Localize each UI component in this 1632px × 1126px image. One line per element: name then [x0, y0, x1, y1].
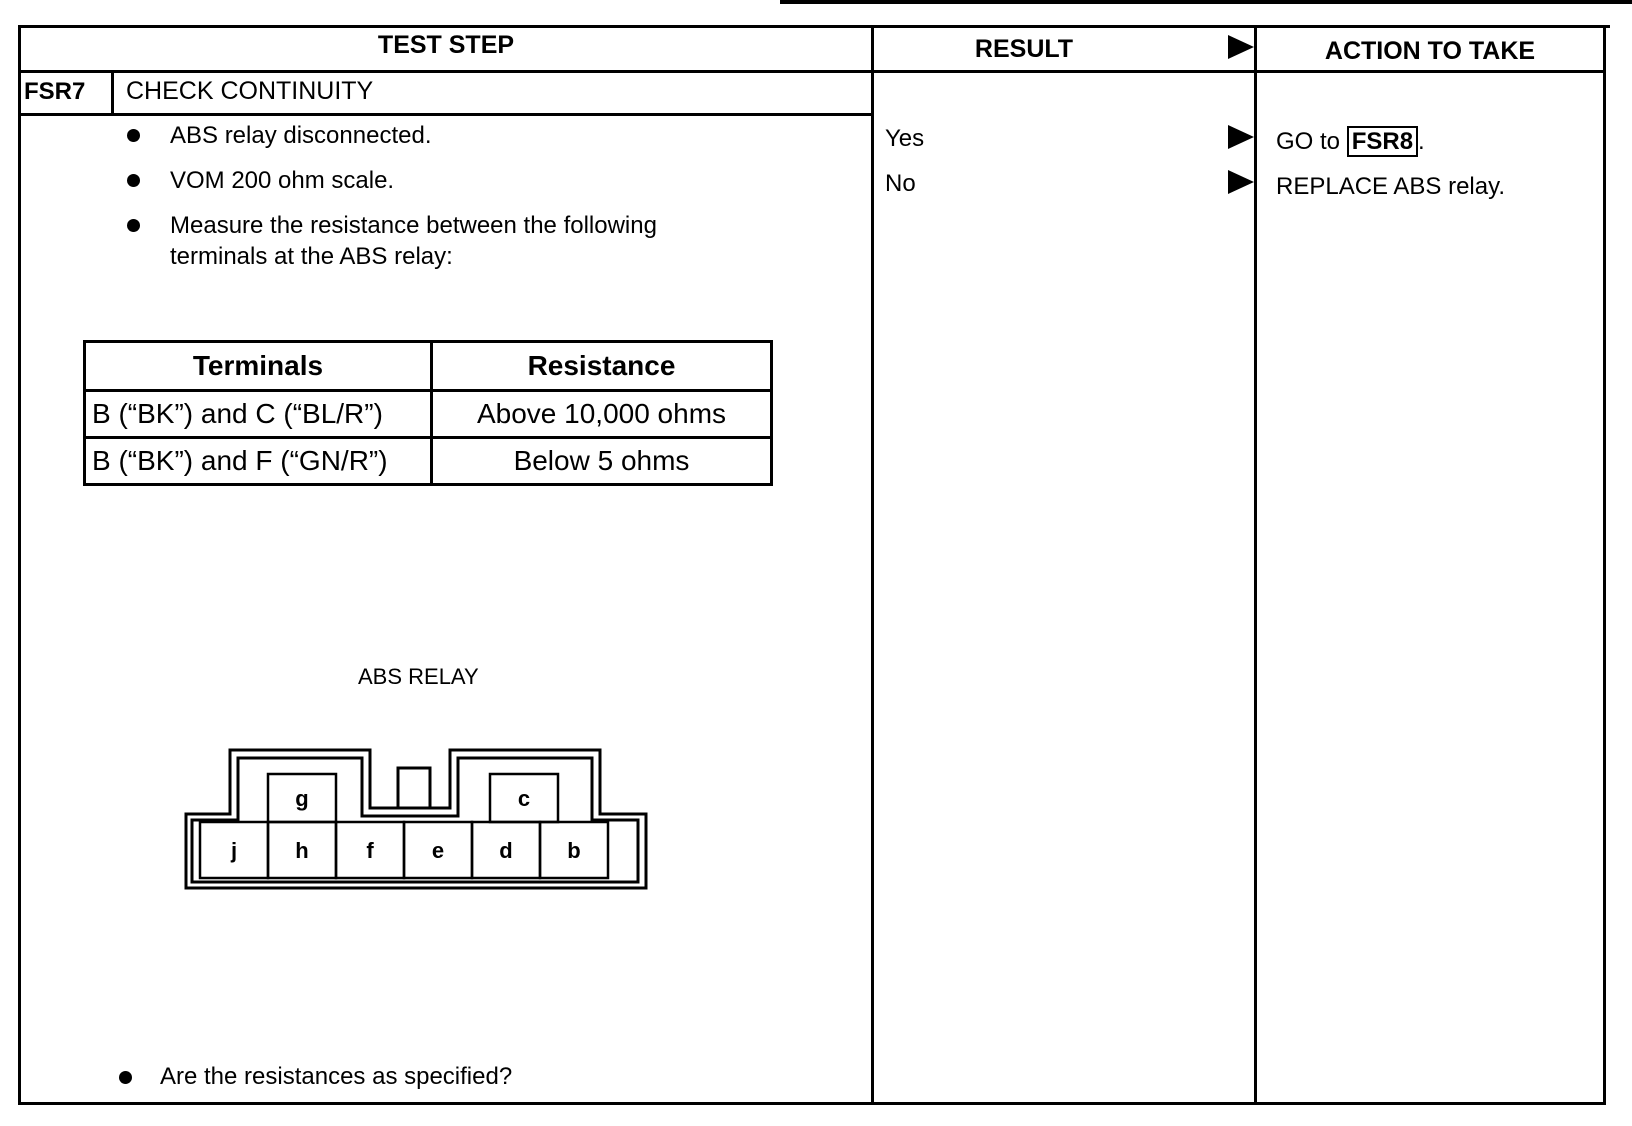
resistance-column-header: Resistance [432, 342, 772, 391]
column-divider-action [1254, 25, 1257, 1105]
bullet-measure-line1: Measure the resistance between the following [170, 212, 657, 239]
header-arrow-icon [1228, 35, 1254, 59]
page-top-rule [780, 0, 1632, 4]
column-divider-result [871, 25, 874, 1105]
table-left-border [18, 25, 21, 1105]
terminals-cell: B (“BK”) and F (“GN/R”) [85, 438, 432, 485]
resistance-cell: Below 5 ohms [432, 438, 772, 485]
result-no-arrow-icon [1228, 170, 1254, 194]
bullet-icon [127, 174, 140, 187]
action-header: ACTION TO TAKE [1324, 37, 1536, 65]
spec-table-header-row [85, 342, 772, 391]
header-bottom-rule [18, 70, 1606, 73]
bullet-measure-line2: terminals at the ABS relay: [170, 243, 453, 270]
question-text: Are the resistances as specified? [160, 1063, 513, 1090]
action-go-to [1276, 128, 1425, 156]
abs-relay-connector-diagram [180, 740, 650, 890]
action-go-to-prefix: GO to [1276, 128, 1347, 155]
pin-label-c: c [517, 786, 531, 811]
terminals-column-header: Terminals [85, 342, 432, 391]
bullet-vom-scale: VOM 200 ohm scale. [170, 167, 395, 194]
result-header: RESULT [974, 35, 1074, 63]
pin-label-d: d [499, 838, 513, 863]
pin-label-f: f [366, 838, 374, 863]
connector-outline [186, 750, 646, 888]
pin-label-h: h [295, 838, 309, 863]
step-code: FSR7 [24, 78, 86, 105]
fsr8-reference-link[interactable]: FSR8 [1347, 126, 1418, 157]
result-yes-arrow-icon [1228, 125, 1254, 149]
pin-label-b: b [567, 838, 581, 863]
bullet-icon [119, 1071, 132, 1084]
table-row [85, 391, 772, 438]
table-top-border [18, 25, 1610, 28]
bullet-icon [127, 219, 140, 232]
step-code-divider [111, 70, 114, 116]
step-title: CHECK CONTINUITY [126, 77, 374, 105]
resistance-spec-table [83, 340, 773, 486]
result-no: No [885, 170, 916, 197]
result-yes: Yes [885, 125, 925, 152]
diagram-title: ABS RELAY [358, 664, 479, 689]
table-bottom-border [18, 1102, 1606, 1105]
table-right-border [1603, 25, 1606, 1105]
test-step-header: TEST STEP [377, 31, 515, 59]
bullet-icon [127, 129, 140, 142]
pin-label-j: j [230, 838, 238, 863]
pin-cells [200, 774, 608, 878]
connector-latch [398, 768, 430, 808]
pin-label-e: e [431, 838, 445, 863]
pin-label-g: g [295, 786, 309, 811]
bullet-relay-disconnected: ABS relay disconnected. [170, 122, 432, 149]
action-go-to-suffix: . [1418, 128, 1425, 155]
action-replace-relay: REPLACE ABS relay. [1276, 173, 1505, 200]
terminals-cell: B (“BK”) and C (“BL/R”) [85, 391, 432, 438]
table-row [85, 438, 772, 485]
step-row-bottom-rule [18, 113, 874, 116]
resistance-cell: Above 10,000 ohms [432, 391, 772, 438]
